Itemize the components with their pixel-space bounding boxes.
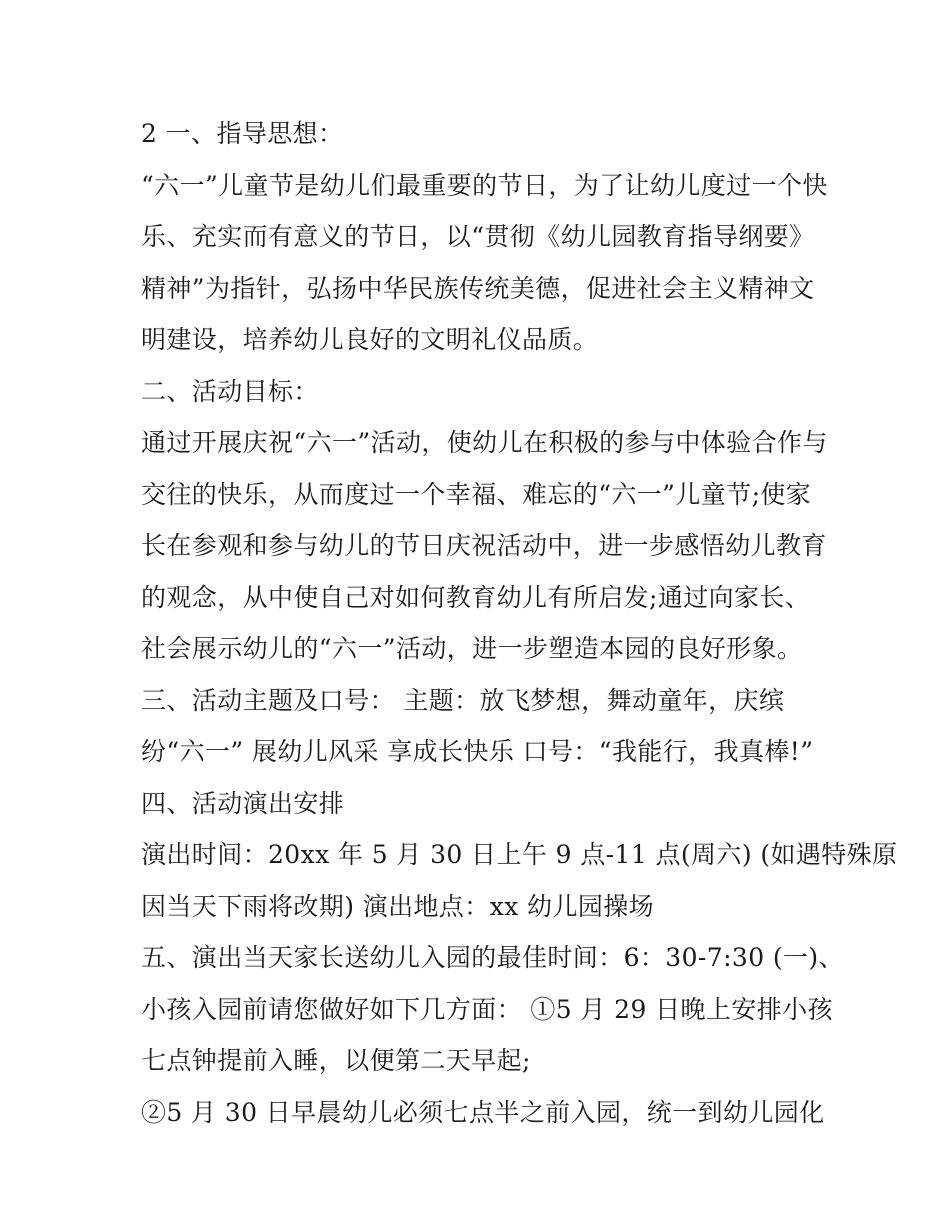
section-heading-performance-arrangement: 四、活动演出安排 [141, 788, 345, 818]
paragraph-line: 精神”为指针，弘扬中华民族传统美德，促进社会主义精神文 [141, 273, 815, 303]
section-heading-drop-off-time: 五、演出当天家长送幼儿入园的最佳时间：6：30-7:30 (一)、 [141, 943, 844, 972]
paragraph-line: 的观念，从中使自己对如何教育幼儿有所启发;通过向家长、 [141, 582, 811, 612]
paragraph-line: 因当天下雨将改期) 演出地点：xx 幼儿园操场 [141, 891, 655, 921]
paragraph-line: 长在参观和参与幼儿的节日庆祝活动中，进一步感悟幼儿教育 [141, 531, 827, 560]
paragraph-line: “六一”儿童节是幼儿们最重要的节日，为了让幼儿度过一个快 [141, 170, 828, 200]
paragraph-line: 乐、充实而有意义的节日，以“贯彻《幼儿园教育指导纲要》 [141, 222, 815, 251]
section-heading-guiding-ideology: 2 一、指导思想： [141, 119, 344, 148]
paragraph-line: 交往的快乐，从而度过一个幸福、难忘的“六一”儿童节;使家 [141, 479, 812, 509]
section-heading-theme-slogan: 三、活动主题及口号： 主题：放飞梦想，舞动童年，庆缤 [141, 685, 785, 715]
paragraph-line: 七点钟提前入睡，以便第二天早起; [141, 1046, 531, 1075]
document-body [141, 108, 898, 1138]
paragraph-line: 小孩入园前请您做好如下几方面： ①5 月 29 日晚上安排小孩 [141, 994, 833, 1024]
paragraph-line: 演出时间：20xx 年 5 月 30 日上午 9 点-11 点(周六) (如遇特殊原 [141, 840, 898, 869]
paragraph-line: 通过开展庆祝“六一”活动，使幼儿在积极的参与中体验合作与 [141, 428, 828, 457]
paragraph-line: 社会展示幼儿的“六一”活动，进一步塑造本园的良好形象。 [141, 634, 803, 663]
paragraph-line: 纷“六一” 展幼儿风采 享成长快乐 口号：“我能行，我真棒!” [141, 737, 814, 766]
paragraph-line: 明建设，培养幼儿良好的文明礼仪品质。 [141, 325, 599, 354]
section-heading-activity-goals: 二、活动目标： [141, 376, 319, 406]
paragraph-line: ②5 月 30 日早晨幼儿必须七点半之前入园，统一到幼儿园化 [141, 1097, 825, 1127]
